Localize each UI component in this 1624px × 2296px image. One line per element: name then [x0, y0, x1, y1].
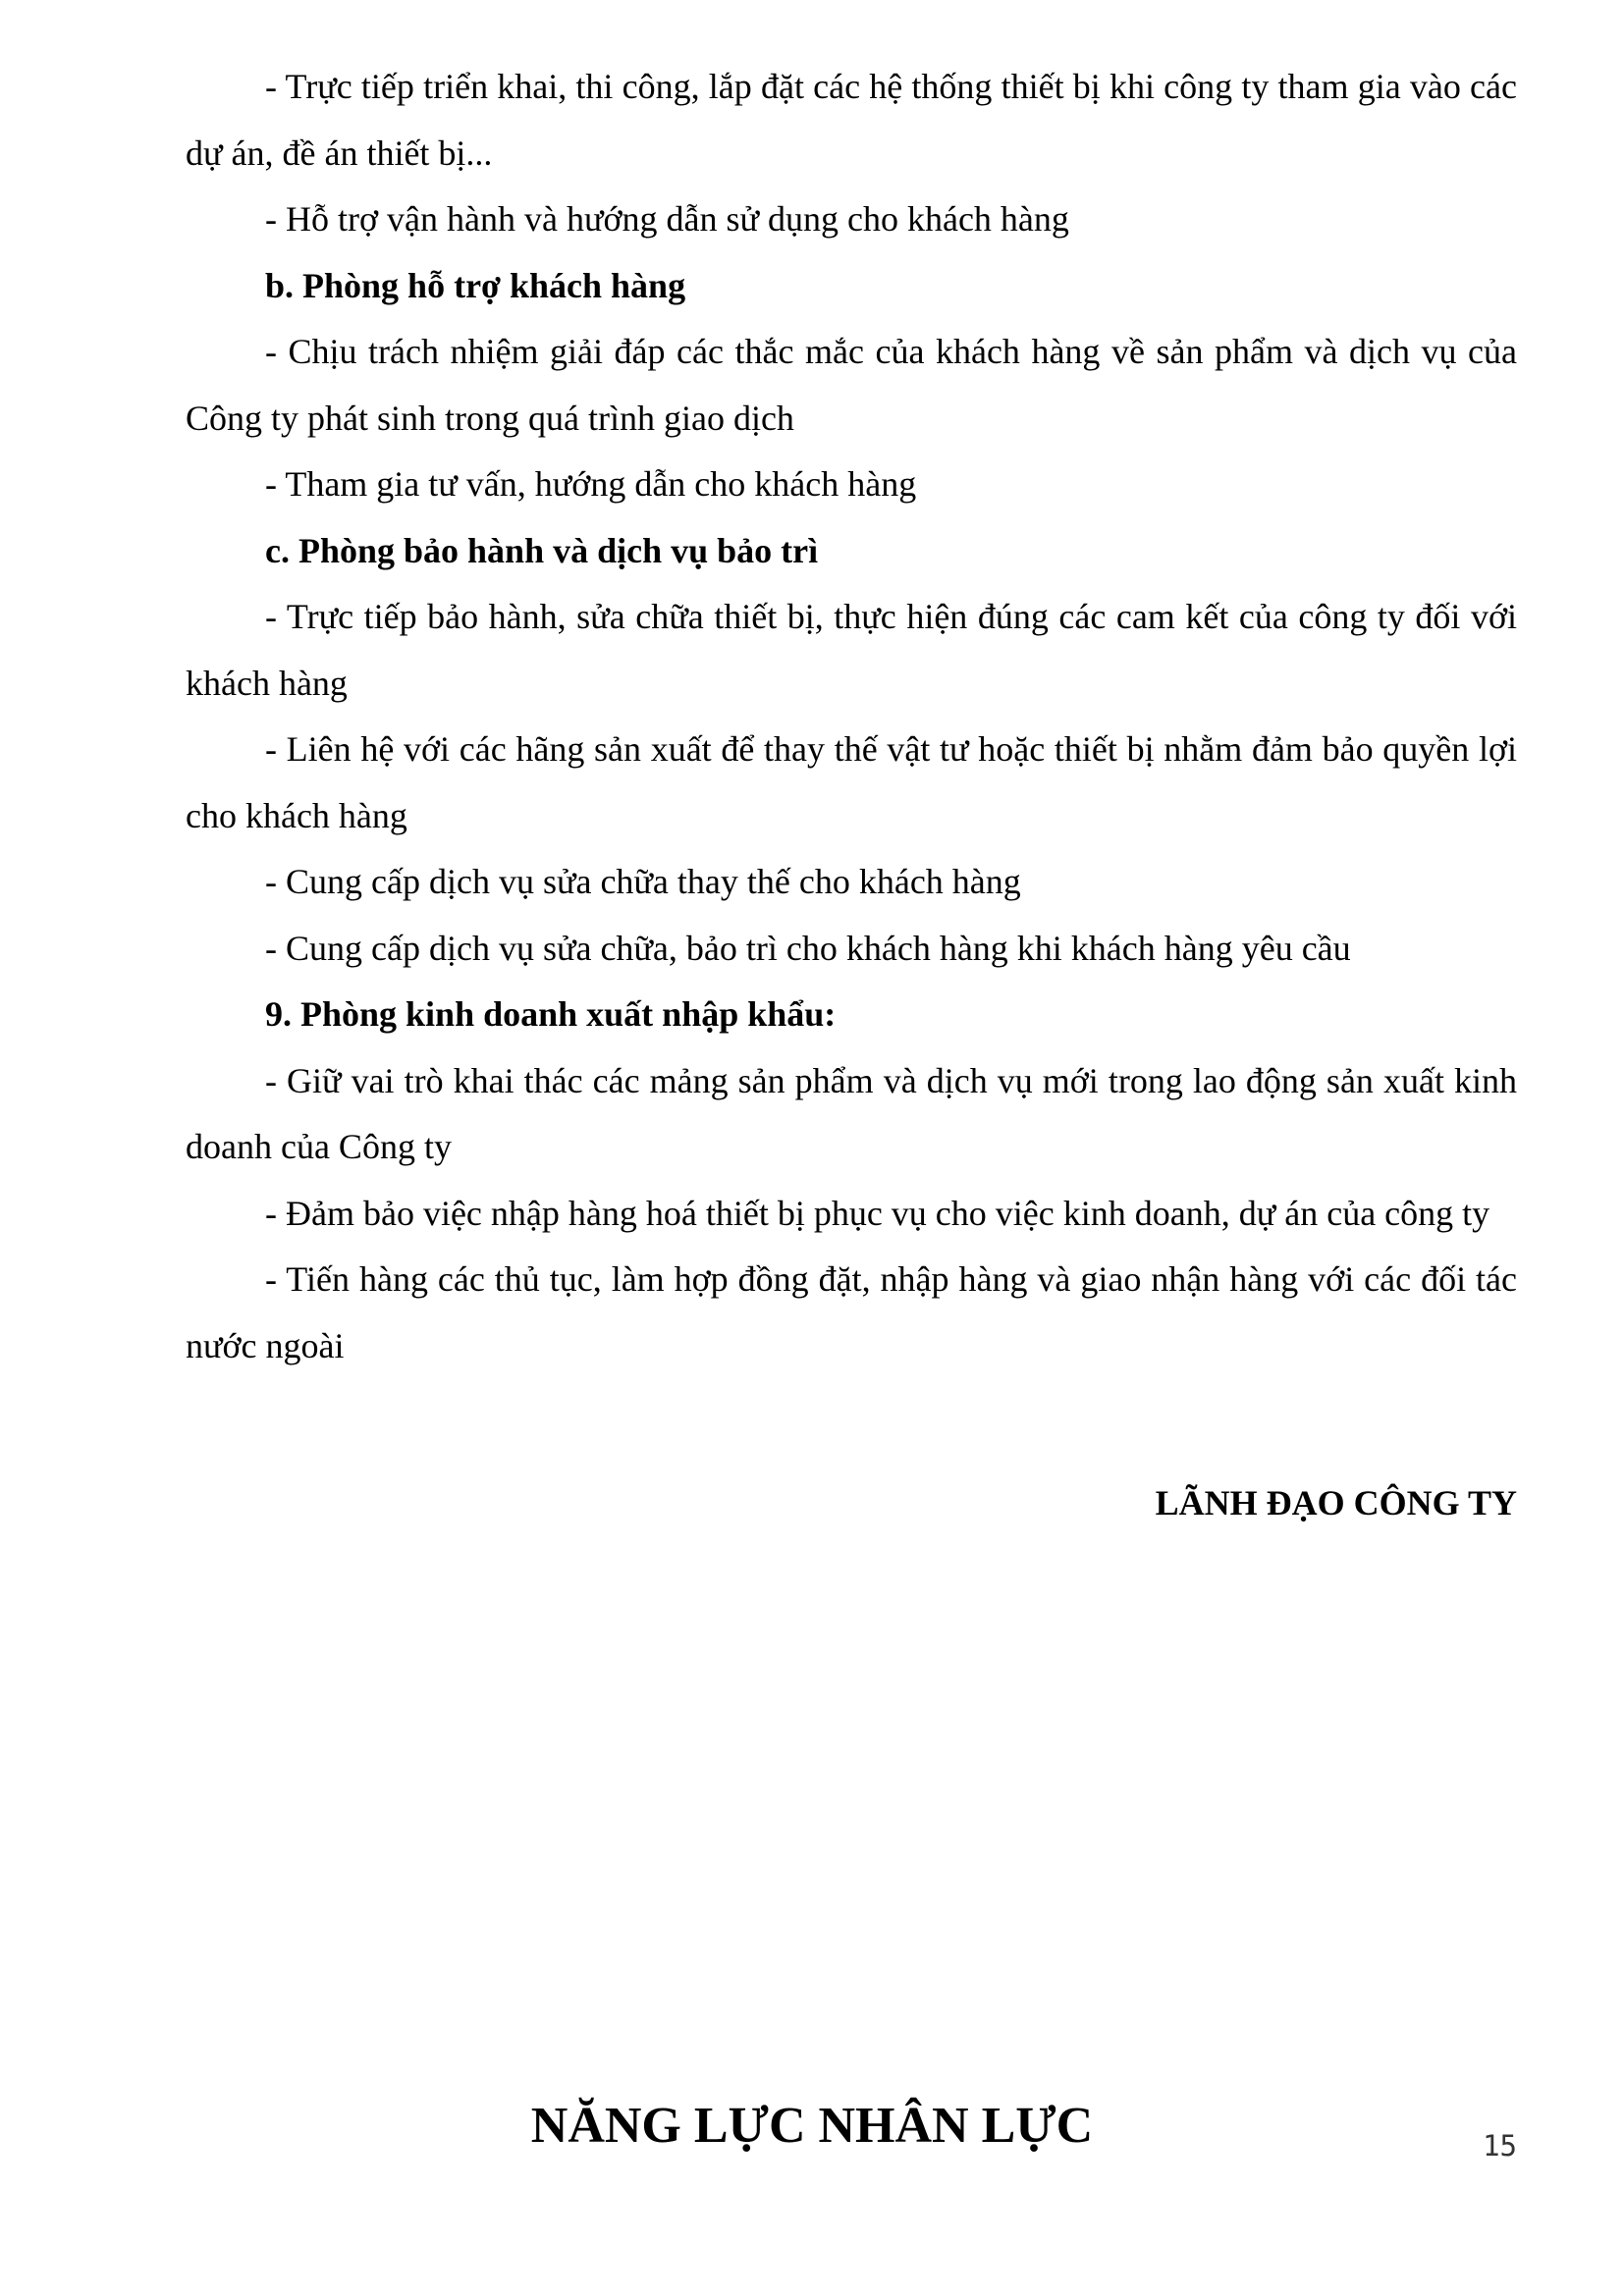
section-heading: c. Phòng bảo hành và dịch vụ bảo trì	[265, 530, 819, 570]
list-item: - Cung cấp dịch vụ sửa chữa thay thế cho khách hàng	[265, 862, 1021, 901]
list-item: - Tiến hàng các thủ tục, làm hợp đồng đặt, nhập hàng và giao nhận hàng với các đối tác nước ngoài	[186, 1259, 1517, 1365]
list-item: - Giữ vai trò khai thác các mảng sản phẩm và dịch vụ mới trong lao động sản xuất kinh doanh của Công ty	[186, 1060, 1517, 1166]
list-item: - Tham gia tư vấn, hướng dẫn cho khách hàng	[265, 464, 917, 504]
page-number: 15	[1483, 2129, 1517, 2163]
list-item: - Trực tiếp bảo hành, sửa chữa thiết bị, thực hiện đúng các cam kết của công ty đối với khách hàng	[186, 597, 1517, 703]
list-item: - Liên hệ với các hãng sản xuất để thay thế vật tư hoặc thiết bị nhằm đảm bảo quyền lợi cho khách hàng	[186, 729, 1517, 835]
signature-block: LÃNH ĐẠO CÔNG TY	[1155, 1483, 1517, 1522]
list-item: - Cung cấp dịch vụ sửa chữa, bảo trì cho khách hàng khi khách hàng yêu cầu	[265, 928, 1351, 968]
section-heading: b. Phòng hỗ trợ khách hàng	[265, 265, 686, 305]
document-body	[186, 54, 1517, 1379]
list-item: - Chịu trách nhiệm giải đáp các thắc mắc của khách hàng về sản phẩm và dịch vụ của Công ty phát sinh trong quá trình giao dịch	[186, 332, 1517, 438]
list-item: - Trực tiếp triển khai, thi công, lắp đặt các hệ thống thiết bị khi công ty tham gia vào các dự án, đề án thiết bị...	[186, 67, 1517, 173]
list-item: - Hỗ trợ vận hành và hướng dẫn sử dụng cho khách hàng	[265, 199, 1069, 239]
list-item: - Đảm bảo việc nhập hàng hoá thiết bị phục vụ cho việc kinh doanh, dự án của công ty	[265, 1193, 1490, 1233]
section-title: NĂNG LỰC NHÂN LỰC	[530, 2098, 1094, 2154]
section-heading: 9. Phòng kinh doanh xuất nhập khẩu:	[265, 994, 837, 1034]
